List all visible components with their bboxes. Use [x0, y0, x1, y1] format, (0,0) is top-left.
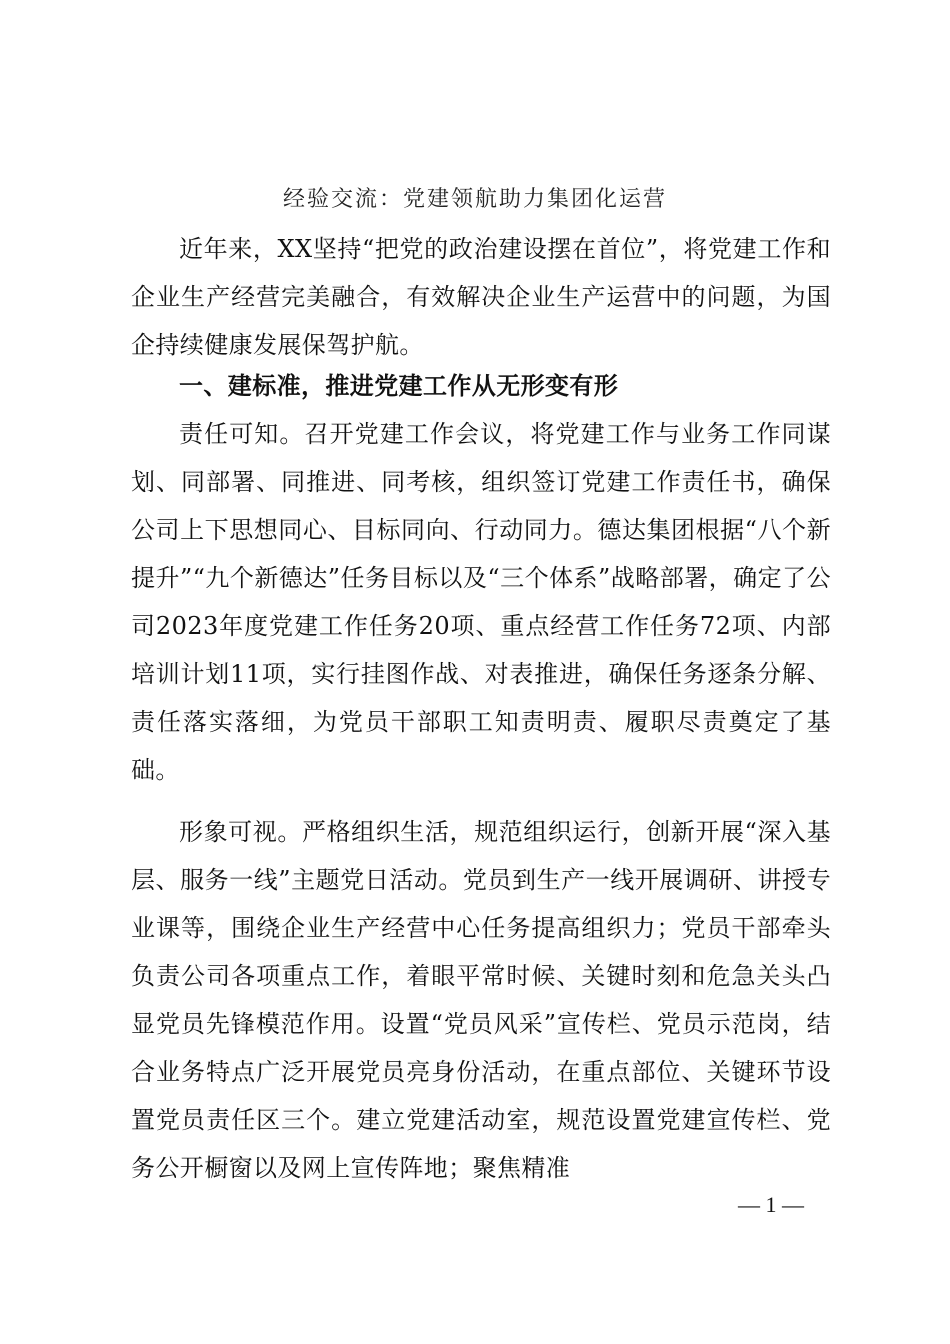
- document-title: 经验交流：党建领航助力集团化运营: [282, 187, 667, 212]
- image-paragraph: 形象可视。严格组织生活，规范组织运行，创新开展“深入基层、服务一线”主题党日活动。党员到生产一线开展调研、讲授专业课等，围绕企业生产经营中心任务提高组织力；党员干部牵头负责公司各项重点工作，着眼平常时候、关键时刻和危急关头凸显党员先锋模范作用。设置“党员风采”宣传栏、党员示范岗，结合业务特点广泛开展党员亮身份活动，在重点部位、关键环节设置党员责任区三个。建立党建活动室，规范设置党建宣传栏、党务公开橱窗以及网上宣传阵地；聚焦精准: [131, 818, 831, 1182]
- responsibility-paragraph: 责任可知。召开党建工作会议，将党建工作与业务工作同谋划、同部署、同推进、同考核，组织签订党建工作责任书，确保公司上下思想同心、目标同向、行动同力。德达集团根据“八个新提升”“九个新德达”任务目标以及“三个体系”战略部署，确定了公司2023年度党建工作任务20项、重点经营工作任务72项、内部培训计划11项，实行挂图作战、对表推进，确保任务逐条分解、责任落实落细，为党员干部职工知责明责、履职尽责奠定了基础。: [131, 420, 831, 784]
- section-heading: 一、建标准，推进党建工作从无形变有形: [179, 372, 619, 400]
- intro-paragraph: 近年来，XX坚持“把党的政治建设摆在首位”，将党建工作和企业生产经营完美融合，有效解决企业生产运营中的问题，为国企持续健康发展保驾护航。: [131, 235, 831, 359]
- page-number: — 1 —: [738, 1192, 804, 1217]
